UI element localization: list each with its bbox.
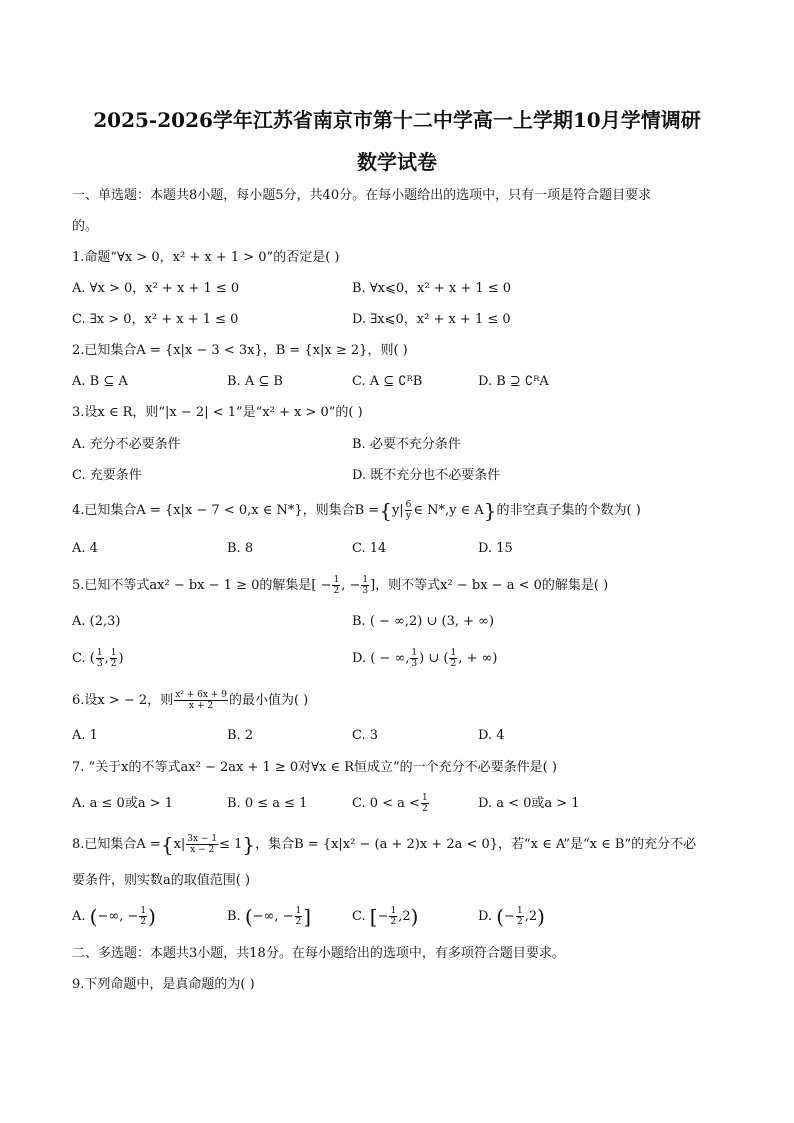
q3-option-c: C. 充要条件 <box>72 468 142 483</box>
q5-frac1 <box>332 575 340 596</box>
q8-d-mid: − <box>504 909 515 924</box>
q5-c-frac1 <box>96 648 104 669</box>
q1-option-a: A. ∀x > 0，x² + x + 1 ≤ 0 <box>72 281 240 296</box>
q8-b-mid: −∞, − <box>252 909 294 924</box>
q8-a-frac <box>139 906 147 927</box>
q2-option-b: B. A ⊆ B <box>227 374 283 389</box>
exam-title-line1: 2025-2026学年江苏省南京市第十二中学高一上学期10月学情调研 <box>93 108 701 132</box>
q8-a-frac-num: 1 <box>140 906 147 916</box>
q5-option-d <box>352 648 497 669</box>
q7-c-frac <box>421 793 429 814</box>
q8-stem-b: x| <box>173 837 186 852</box>
q8-d-pre: D. <box>478 909 493 924</box>
q3-option-d: D. 既不充分也不必要条件 <box>352 468 501 483</box>
q7-option-b: B. 0 ≤ a ≤ 1 <box>227 796 308 811</box>
q8-option-b <box>227 906 311 927</box>
section1-header: 一、单选题：本题共8小题，每小题5分，共40分。在每小题给出的选项中，只有一项是符合题目要求 <box>72 188 652 203</box>
right-paren: ) <box>148 904 156 929</box>
q7-option-c <box>352 793 430 814</box>
q8-frac-num: 3x − 1 <box>187 834 218 844</box>
q5-c-frac2-num: 1 <box>110 648 117 658</box>
left-brace: { <box>160 832 174 857</box>
q2-option-d: D. B ⊇ ∁ᴿA <box>478 374 549 389</box>
left-paren: ( <box>89 904 98 929</box>
q4-stem-b: y| <box>391 503 404 518</box>
right-paren: ) <box>410 904 419 929</box>
q1-option-c: C. ∃x > 0，x² + x + 1 ≤ 0 <box>72 312 239 327</box>
left-brace: { <box>379 498 392 523</box>
q3-option-b: B. 必要不充分条件 <box>352 437 461 452</box>
q5-option-b: B. ( − ∞,2) ∪ (3, + ∞) <box>352 614 495 629</box>
q6-option-a: A. 1 <box>72 728 98 743</box>
q4-stem-a: 4.已知集合A = {x|x − 7 < 0,x ∈ N*}，则集合B = <box>72 503 380 518</box>
q1-option-d: D. ∃x⩽0，x² + x + 1 ≤ 0 <box>352 312 511 327</box>
q7-option-a: A. a ≤ 0或a > 1 <box>72 796 174 811</box>
q4-stem-c: ∈ N*,y ∈ A <box>413 503 484 518</box>
q5-d-frac2 <box>449 648 457 669</box>
q9-stem: 9.下列命题中，是真命题的为( ) <box>72 977 255 992</box>
q1-stem: 1.命题“∀x > 0，x² + x + 1 > 0”的否定是( ) <box>72 250 340 265</box>
q8-option-a <box>72 906 156 927</box>
right-brace: } <box>242 832 256 857</box>
q6-stem <box>72 690 308 711</box>
q6-stem-b: 的最小值为( ) <box>228 693 309 708</box>
q5-stem <box>72 575 608 596</box>
q8-c-frac-num: 1 <box>390 906 397 916</box>
q5-frac2 <box>361 575 369 596</box>
q8-a-frac-den: 2 <box>140 917 147 927</box>
q5-stem-b: , − <box>341 578 361 593</box>
q6-option-c: C. 3 <box>352 728 379 743</box>
q6-stem-a: 6.设x > − 2，则 <box>72 693 174 708</box>
q3-option-a: A. 充分不必要条件 <box>72 437 181 452</box>
q4-fraction <box>405 500 413 521</box>
q4-stem <box>72 500 641 521</box>
q5-c-post: ) <box>118 651 124 666</box>
q7-c-pre: C. 0 < a < <box>352 796 420 811</box>
q6-fraction <box>174 690 228 711</box>
q8-stem-line2: 要条件，则实数a的取值范围( ) <box>72 873 251 888</box>
q2-option-c: C. A ⊆ ∁ᴿB <box>352 374 423 389</box>
q7-c-frac-num: 1 <box>421 793 428 803</box>
q5-stem-c: ]，则不等式x² − bx − a < 0的解集是( ) <box>370 578 609 593</box>
q8-stem-d: ，集合B = {x|x² − (a + 2)x + 2a < 0}，若“x ∈ A”是“x ∈ B”的充分不必 <box>255 837 697 852</box>
q5-frac2-num: 1 <box>362 575 369 585</box>
q8-option-c <box>352 906 418 927</box>
q5-c-mid: , <box>104 651 109 666</box>
q7-c-frac-den: 2 <box>421 804 428 814</box>
q4-option-c: C. 14 <box>352 541 387 556</box>
q5-d-frac2-num: 1 <box>450 648 457 658</box>
q8-a-mid: −∞, − <box>97 909 139 924</box>
q8-d-frac-num: 1 <box>516 906 523 916</box>
q6-frac-num: x² + 6x + 9 <box>175 690 227 700</box>
q4-frac-den: y <box>405 511 412 521</box>
q8-d-frac-den: 2 <box>516 917 523 927</box>
q5-c-frac1-num: 1 <box>96 648 103 658</box>
q5-d-post: , + ∞) <box>458 651 498 666</box>
q5-stem-a: 5.已知不等式ax² − bx − 1 ≥ 0的解集是[ − <box>72 578 332 593</box>
q8-stem-c: ≤ 1 <box>219 837 243 852</box>
right-bracket: ] <box>303 904 312 929</box>
right-brace: } <box>483 498 497 523</box>
q8-d-frac <box>516 906 524 927</box>
q4-option-d: D. 15 <box>478 541 513 556</box>
q4-stem-d: 的非空真子集的个数为( ) <box>496 503 641 518</box>
exam-title-line2: 数学试卷 <box>357 150 437 174</box>
q8-c-mid: − <box>377 909 389 924</box>
q5-d-frac1-den: 3 <box>411 659 418 669</box>
q8-b-frac-num: 1 <box>295 906 302 916</box>
q5-c-frac2-den: 2 <box>110 659 117 669</box>
q8-stem-a: 8.已知集合A = <box>72 837 161 852</box>
q8-b-pre: B. <box>227 909 241 924</box>
q5-d-frac2-den: 2 <box>450 659 457 669</box>
q5-option-c <box>72 648 124 669</box>
left-paren: ( <box>496 904 505 929</box>
q8-fraction <box>186 834 218 855</box>
q5-c-pre: C. ( <box>72 651 95 666</box>
q8-c-post: ,2 <box>398 909 411 924</box>
q8-b-frac <box>295 906 303 927</box>
q8-d-post: ,2 <box>524 909 538 924</box>
section2-header: 二、多选题：本题共3小题，共18分。在每小题给出的选项中，有多项符合题目要求。 <box>72 946 565 961</box>
q5-d-frac1 <box>410 648 418 669</box>
left-bracket: [ <box>369 904 378 929</box>
q6-option-b: B. 2 <box>227 728 254 743</box>
q5-frac1-den: 2 <box>333 586 340 596</box>
q2-stem: 2.已知集合A = {x|x − 3 < 3x}，B = {x|x ≥ 2}，则( ) <box>72 343 408 358</box>
q5-frac1-num: 1 <box>333 575 340 585</box>
right-paren: ) <box>537 904 545 929</box>
q5-d-mid: ) ∪ ( <box>419 651 449 666</box>
left-paren: ( <box>244 904 253 929</box>
q7-stem: 7. “关于x的不等式ax² − 2ax + 1 ≥ 0对∀x ∈ R恒成立”的一个充分不必要条件是( ) <box>72 760 557 775</box>
q1-option-b: B. ∀x⩽0，x² + x + 1 ≤ 0 <box>352 281 512 296</box>
section1-header-cont: 的。 <box>72 219 99 234</box>
q4-option-a: A. 4 <box>72 541 98 556</box>
q6-frac-den: x + 2 <box>189 701 214 711</box>
q5-d-pre: D. ( − ∞, <box>352 651 410 666</box>
q7-option-d: D. a < 0或a > 1 <box>478 796 580 811</box>
q8-b-frac-den: 2 <box>295 917 302 927</box>
q5-c-frac1-den: 3 <box>96 659 103 669</box>
q5-frac2-den: 3 <box>362 586 369 596</box>
q8-c-frac-den: 2 <box>390 917 397 927</box>
q8-a-pre: A. <box>72 909 86 924</box>
q2-option-a: A. B ⊆ A <box>72 374 128 389</box>
q5-d-frac1-num: 1 <box>411 648 418 658</box>
q3-stem: 3.设x ∈ R，则“|x − 2| < 1”是“x² + x > 0”的( ) <box>72 405 363 420</box>
q5-option-a: A. (2,3) <box>72 614 121 629</box>
q8-option-d <box>478 906 545 927</box>
q4-frac-num: 6 <box>405 500 412 510</box>
q8-frac-den: x − 2 <box>190 845 215 855</box>
q6-option-d: D. 4 <box>478 728 505 743</box>
q5-c-frac2 <box>110 648 118 669</box>
q8-stem <box>72 834 696 855</box>
q8-c-frac <box>389 906 397 927</box>
q4-option-b: B. 8 <box>227 541 254 556</box>
q8-c-pre: C. <box>352 909 366 924</box>
